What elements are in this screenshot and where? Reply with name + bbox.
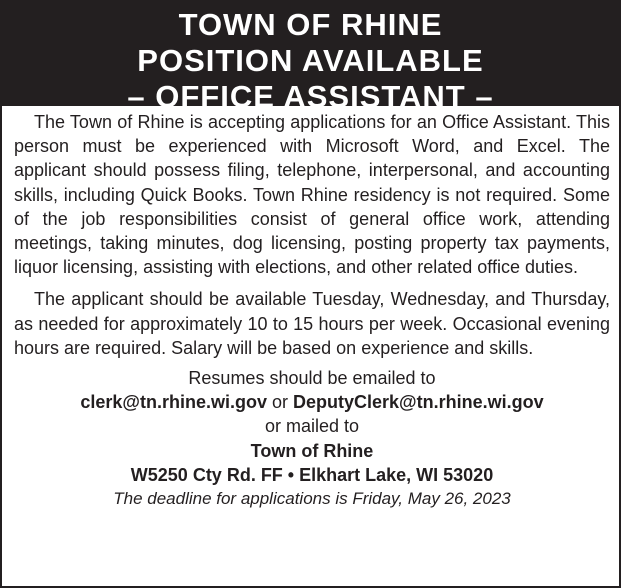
mailing-address: W5250 Cty Rd. FF • Elkhart Lake, WI 53020 — [130, 464, 494, 485]
email-line — [14, 390, 610, 414]
ad-body — [2, 106, 619, 511]
header-position-available: POSITION AVAILABLE — [137, 43, 484, 78]
deputy-clerk-email-link[interactable]: DeputyClerk@tn.rhine.wi.gov — [293, 392, 544, 413]
availability-paragraph: The applicant should be available Tuesday, Wednesday, and Thursday, as needed for approximately 10 to 15 hours per week. Occasional evening hours are required. Salary will be based on experience and skills. — [14, 289, 610, 358]
resume-instruction: Resumes should be emailed to — [188, 368, 436, 389]
organization-name: Town of Rhine — [250, 440, 374, 461]
clerk-email-link[interactable]: clerk@tn.rhine.wi.gov — [80, 392, 267, 413]
email-separator: or — [266, 392, 293, 413]
mail-instruction: or mailed to — [264, 416, 360, 437]
job-description-paragraph: The Town of Rhine is accepting applications for an Office Assistant. This person must be experienced with Microsoft Word, and Excel. The applicant should possess filing, telephone, interpersonal, and accounting skills, including Quick Books. Town Rhine residency is not required. Some of the job responsibilities consist of general office work, attending meetings, taking minutes, dog licensing, posting property tax payments, liquor licensing, assisting with elections, and other related office duties. — [14, 112, 610, 278]
header-banner — [2, 2, 619, 114]
contact-block — [14, 366, 610, 511]
header-job-title: – OFFICE ASSISTANT – — [127, 79, 494, 114]
header-town: TOWN OF RHINE — [178, 7, 443, 42]
application-deadline: The deadline for applications is Friday, May 26, 2023 — [113, 489, 511, 509]
